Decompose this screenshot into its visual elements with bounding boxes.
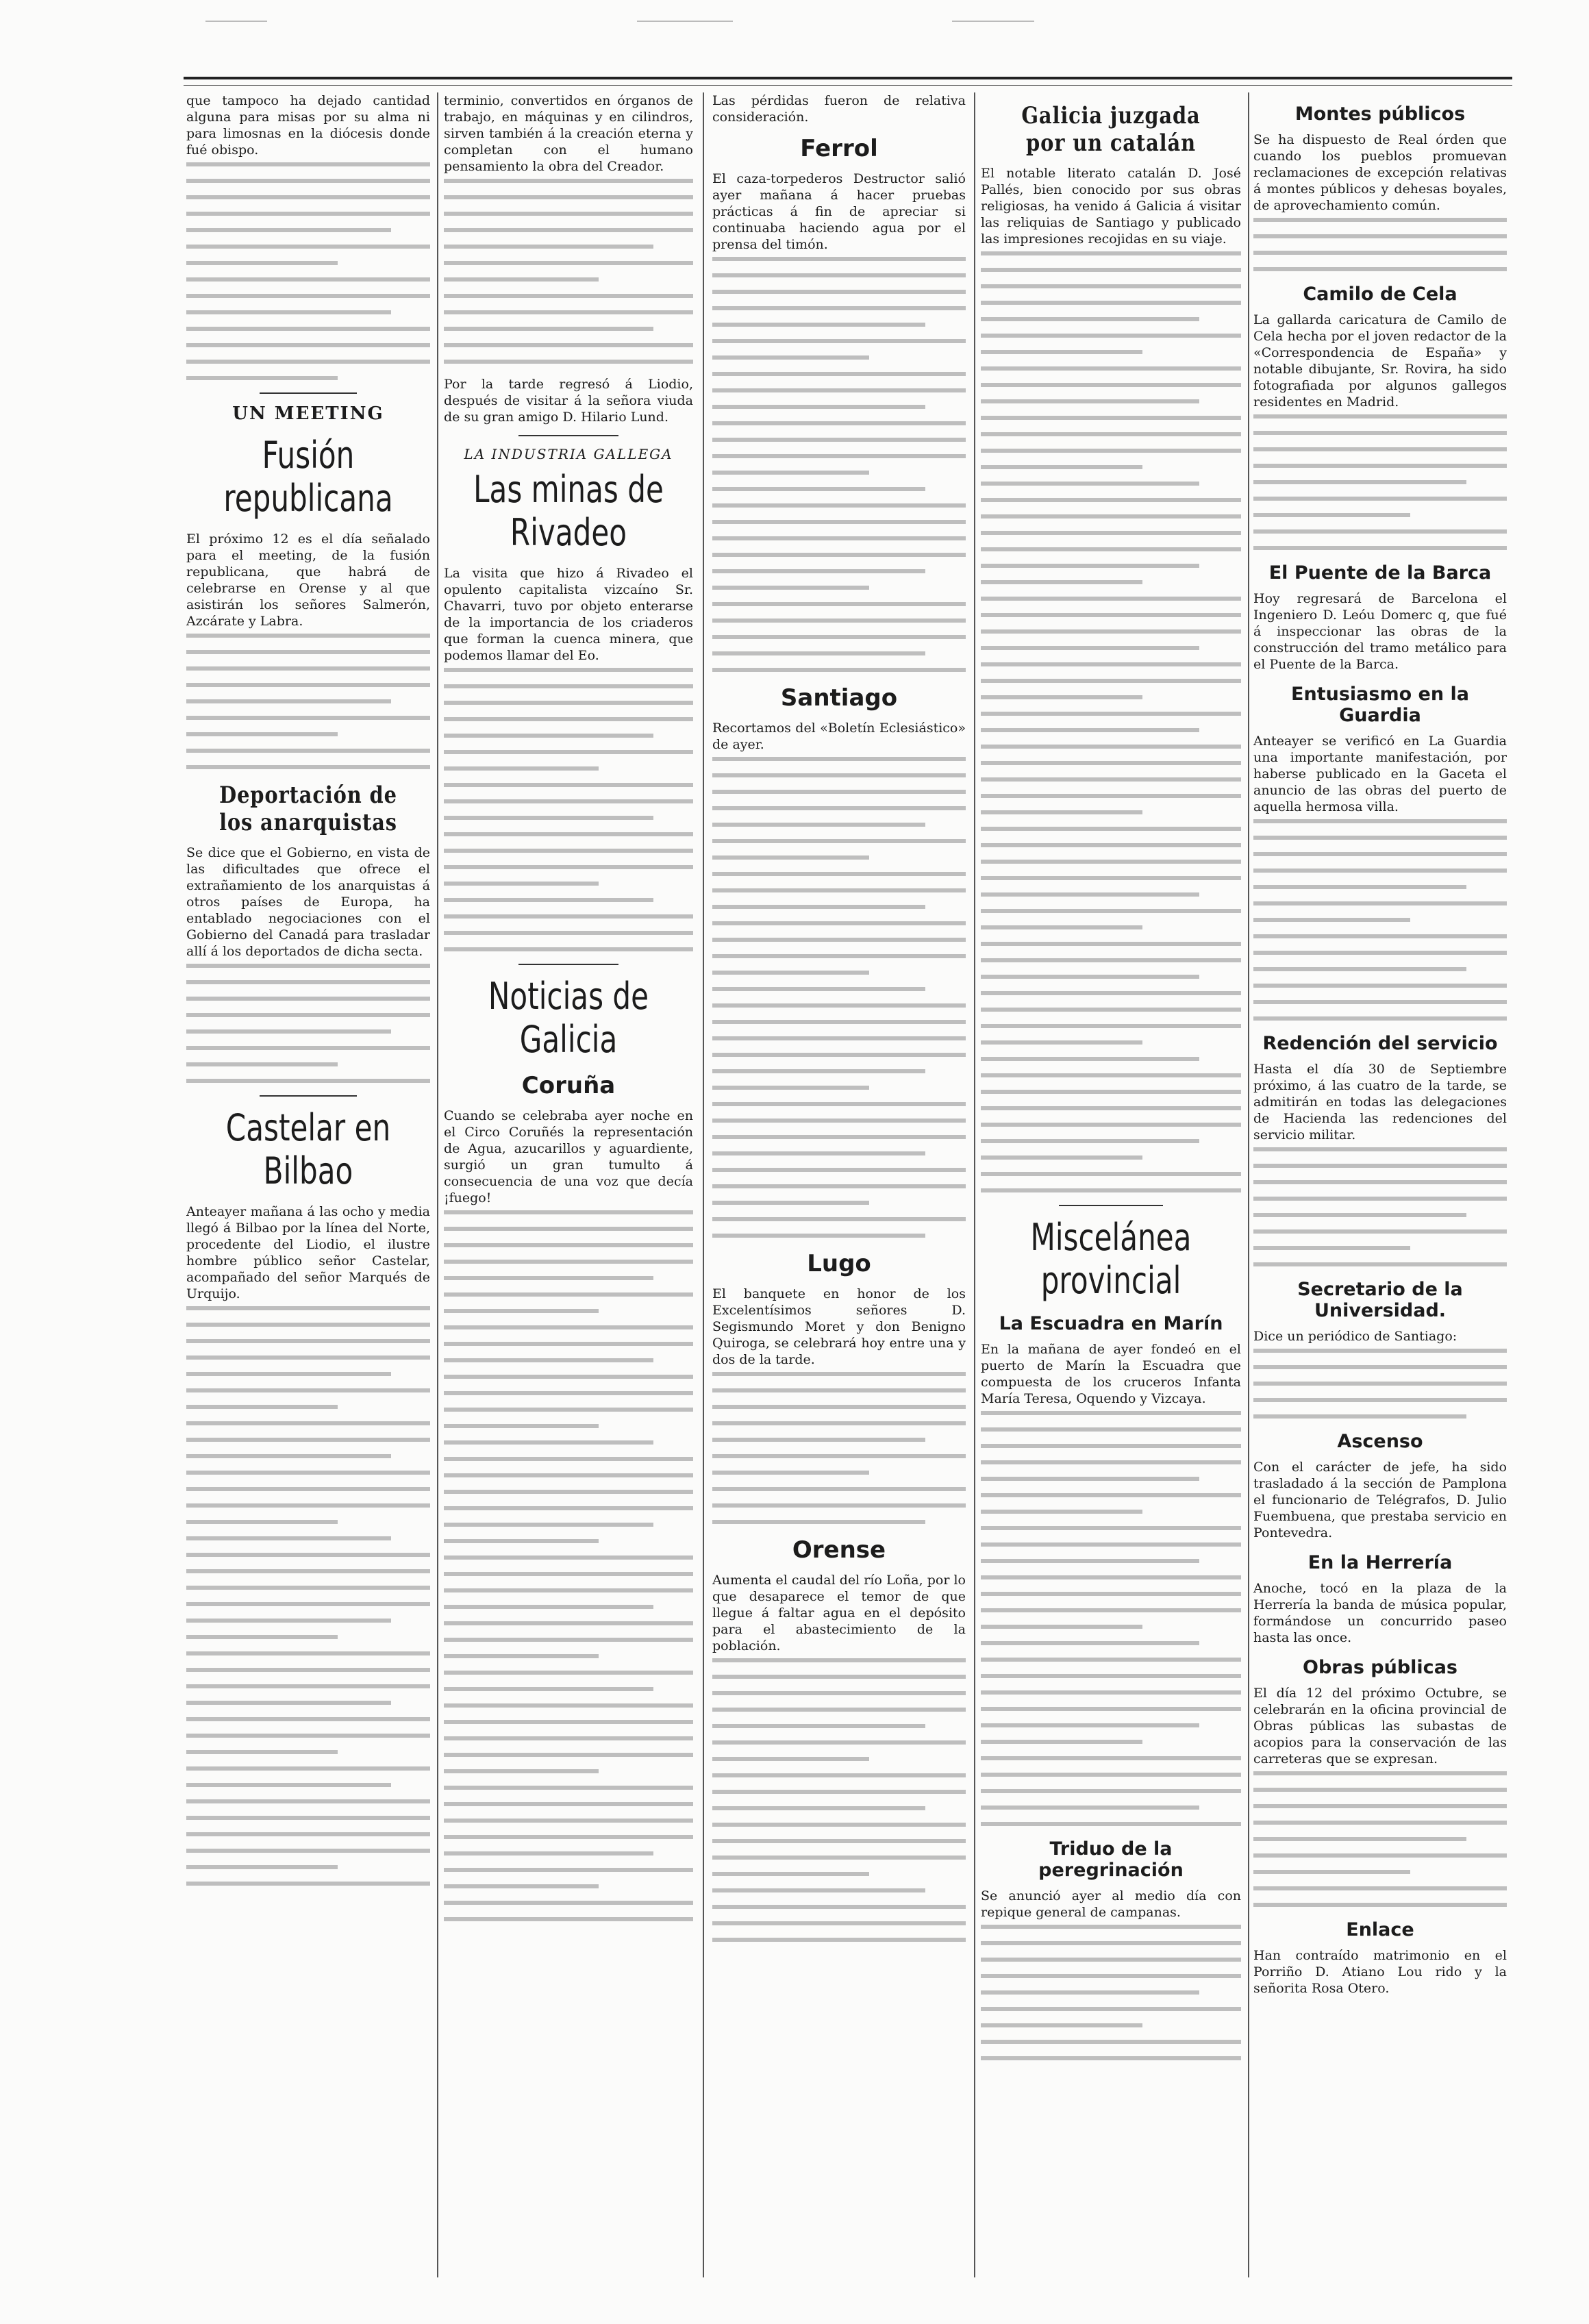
article-body-lines <box>186 1306 430 1886</box>
article-text: La gallarda caricatura de Camilo de Cela hecha por el joven redactor de la «Correspondencia de España» y notable dibujante, Sr. Rovira, ha sido fotografiada por algunos gallegos residentes en Madrid. <box>1253 312 1507 410</box>
article-text: El banquete en honor de los Excelentísimos señores D. Segismundo Moret y don Benigno Quiroga, se celebrará hoy entre una y dos de la tarde. <box>712 1286 966 1367</box>
article-body-lines <box>712 757 966 1238</box>
headline: Orense <box>792 1536 886 1564</box>
article-text: Se dice que el Gobierno, en vista de las dificultades que ofrece el extrañamiento de los anarquistas á otros países de Europa, ha entablado negociaciones con el Gobierno del Canadá para trasladar allí á los deportados de dicha secta. <box>186 845 430 959</box>
article-body-lines <box>712 1372 966 1524</box>
headline: Deportación de los anarquistas <box>219 782 397 836</box>
article-body-lines <box>186 162 430 380</box>
article-text: Cuando se celebraba ayer noche en el Circo Coruñés la representación de Agua, azucarillos y aguardiente, surgió un gran tumulto á consecuencia de una voz que decía ¡fuego! <box>444 1108 693 1205</box>
headline: Obras públicas <box>1303 1657 1457 1678</box>
article-text: Han contraído matrimonio en el Porriño D. Atiano Lou rido y la señorita Rosa Otero. <box>1253 1948 1507 1996</box>
article-body-lines <box>444 668 693 951</box>
headline: Entusiasmo en la Guardia <box>1291 684 1469 726</box>
article-text: Se ha dispuesto de Real órden que cuando los pueblos promuevan reclamaciones de excepción relativas á montes públicos y dehesas boyales, de aprovechamiento común. <box>1253 132 1507 213</box>
article-body-lines <box>1253 819 1507 1021</box>
article-text: Dice un periódico de Santiago: <box>1253 1329 1457 1344</box>
article-text: Aumenta el caudal del río Loña, por lo que desaparece el temor de que llegue á faltar agua en el depósito para el abastecimiento de la población. <box>712 1573 966 1653</box>
article-text: Anteayer se verificó en La Guardia una importante manifestación, por haberse publicado en la Gaceta el anuncio de las obras del puerto de aquella hermosa villa. <box>1253 734 1507 814</box>
article-text: El notable literato catalán D. José Pallés, bien conocido por sus obras religiosas, ha venido á Galicia á visitar las reliquias de Santiago y publicado las impresiones recojidas en su viaje. <box>981 166 1241 247</box>
section-separator <box>518 435 618 436</box>
column-rule <box>974 92 975 2277</box>
masthead-rule <box>184 77 1512 86</box>
section-separator <box>1059 1205 1163 1206</box>
section-separator <box>518 964 618 965</box>
article-text: Anteayer mañana á las ocho y media llegó á Bilbao por la línea del Norte, procedente del Liodio, el ilustre hombre público señor Castelar, acompañado del señor Marqués de Urquijo. <box>186 1204 430 1301</box>
article-body-lines <box>712 1658 966 1942</box>
column-2 <box>444 92 693 2277</box>
headline: Ferrol <box>800 135 878 162</box>
article-body-lines <box>981 1925 1241 2060</box>
column-rule <box>703 92 704 2277</box>
article-body-lines <box>444 1210 693 1921</box>
article-text: Hasta el día 30 de Septiembre próximo, á las cuatro de la tarde, se admitirán en todas las delegaciones de Hacienda las redenciones del servicio militar. <box>1253 1062 1507 1142</box>
article-body-lines <box>981 1411 1241 1826</box>
article-body-lines <box>1253 414 1507 550</box>
headline: Montes públicos <box>1294 103 1466 125</box>
headline: Ascenso <box>1337 1431 1423 1452</box>
headline: Secretario de la Universidad. <box>1297 1279 1463 1321</box>
headline: UN MEETING <box>232 403 384 424</box>
article-text: Se anunció ayer al medio día con repique general de campanas. <box>981 1888 1241 1920</box>
headline: En la Herrería <box>1308 1552 1453 1573</box>
column-5 <box>1253 92 1507 2277</box>
column-4 <box>981 92 1241 2277</box>
article-body-lines <box>981 251 1241 1192</box>
article-body-lines <box>1253 1771 1507 1907</box>
article-text: Las pérdidas fueron de relativa consideración. <box>712 93 966 125</box>
article-text: El caza-torpederos Destructor salió ayer mañana á hacer pruebas prácticas á fin de apreciar si continuaba haciendo agua por el prensa del timón. <box>712 171 966 252</box>
article-text: En la mañana de ayer fondeó en el puerto de Marín la Escuadra que compuesta de los cruceros Infanta María Teresa, Oquendo y Vizcaya. <box>981 1342 1241 1406</box>
article-text: Recortamos del «Boletín Eclesiástico» de ayer. <box>712 721 966 752</box>
column-rule <box>437 92 438 2277</box>
headline: La Escuadra en Marín <box>999 1313 1223 1334</box>
section-separator <box>260 1095 357 1097</box>
headline: Coruña <box>521 1072 616 1099</box>
article-text: Anoche, tocó en la plaza de la Herrería la banda de música popular, formándose un concurrido paseo hasta las once. <box>1253 1581 1507 1645</box>
article-body-lines <box>186 634 430 769</box>
article-text: El próximo 12 es el día señalado para el meeting, de la fusión republicana, que habrá de celebrarse en Orense y al que asistirán los señores Salmerón, Azcárate y Labra. <box>186 532 430 629</box>
headline: Galicia juzgada por un catalán <box>1021 102 1201 157</box>
headline: Redención del servicio <box>1262 1033 1498 1054</box>
headline: Castelar en Bilbao <box>225 1106 391 1192</box>
article-body-lines <box>444 179 693 364</box>
article-text: que tampoco ha dejado cantidad alguna para misas por su alma ni para limosnas en la diócesis donde fué obispo. <box>186 93 430 158</box>
article-body-lines <box>186 964 430 1083</box>
headline: El Puente de la Barca <box>1268 562 1492 584</box>
article-body-lines <box>1253 1147 1507 1266</box>
headline: Fusión republicana <box>223 434 393 520</box>
article-text: Hoy regresará de Barcelona el Ingeniero D. Leóu Domerc q, que fué á inspeccionar las obras de la construcción del tramo metálico para el Puente de la Barca. <box>1253 591 1507 672</box>
headline: Las minas de Rivadeo <box>473 468 664 554</box>
article-text: El día 12 del próximo Octubre, se celebrarán en la oficina provincial de Obras públicas las subastas de acopios para la conservación de las carreteras que se expresan. <box>1253 1686 1507 1766</box>
headline: LA INDUSTRIA GALLEGA <box>464 446 673 462</box>
article-body-lines <box>1253 218 1507 271</box>
article-text: Por la tarde regresó á Liodio, después de visitar á la señora viuda de su gran amigo D. Hilario Lund. <box>444 377 693 425</box>
headline: Santiago <box>780 684 898 712</box>
article-text: terminio, convertidos en órganos de trabajo, en máquinas y en cilindros, sirven también á la creación eterna y completan con el humano pensamiento la obra del Creador. <box>444 93 693 174</box>
article-body-lines <box>712 257 966 672</box>
headline: Triduo de la peregrinación <box>1038 1838 1184 1881</box>
article-text: Con el carácter de jefe, ha sido trasladado á la sección de Pamplona el funcionario de Telégrafos, D. Julio Fuembuena, que prestaba servicio en Pontevedra. <box>1253 1460 1507 1540</box>
column-3 <box>712 92 966 2277</box>
headline: Miscelánea provincial <box>1030 1216 1192 1302</box>
column-rule <box>1248 92 1249 2277</box>
headline: Enlace <box>1346 1919 1414 1940</box>
headline: Camilo de Cela <box>1303 284 1457 305</box>
headline: Lugo <box>807 1250 871 1277</box>
column-1 <box>186 92 430 2277</box>
section-separator <box>260 392 357 394</box>
article-body-lines <box>1253 1349 1507 1419</box>
headline: Noticias de Galicia <box>488 975 649 1061</box>
article-text: La visita que hizo á Rivadeo el opulento capitalista vizcaíno Sr. Chavarri, tuvo por objeto enterarse de la importancia de los criaderos que forman la cuenca minera, que podemos llamar del Eo. <box>444 566 693 663</box>
